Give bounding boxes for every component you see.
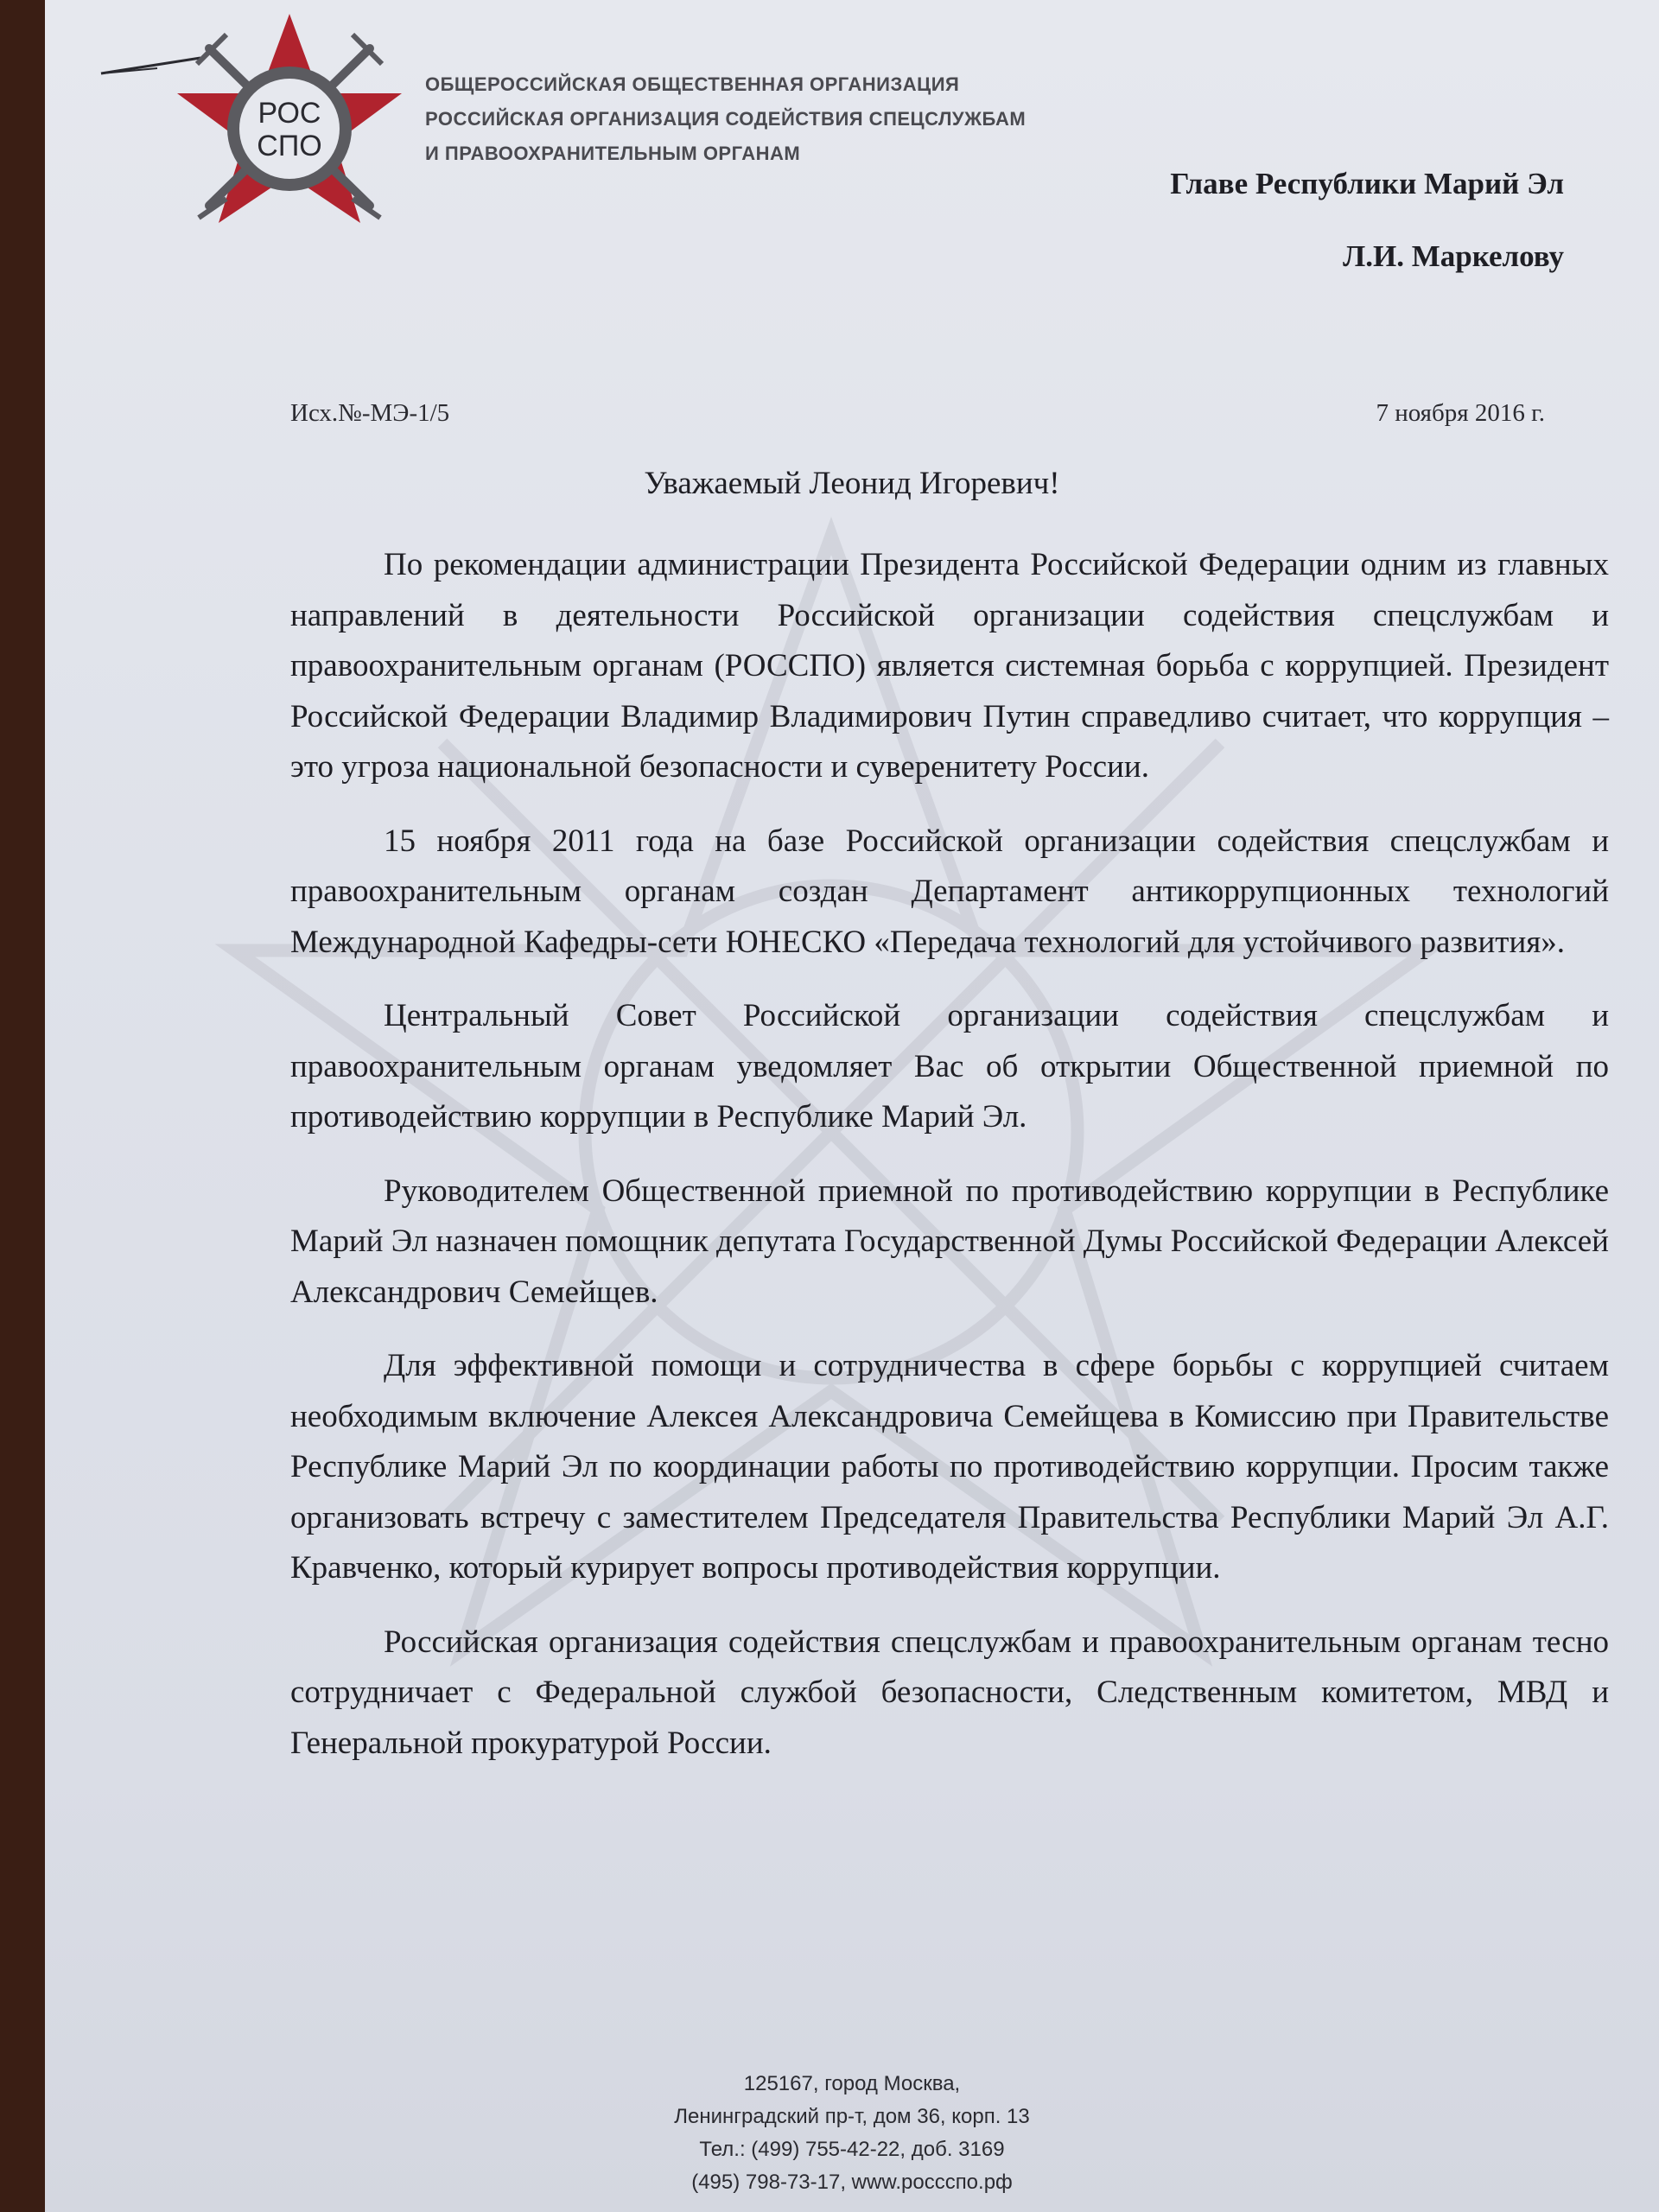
org-line-2: РОССИЙСКАЯ ОРГАНИЗАЦИЯ СОДЕЙСТВИЯ СПЕЦСЛУЖБАМ [425, 108, 1027, 130]
footer-line-3: Тел.: (499) 755-42-22, доб. 3169 [699, 2138, 1005, 2161]
footer-line-4: (495) 798-73-17, www.россспо.рф [691, 2171, 1013, 2194]
footer-contacts [45, 2068, 1659, 2199]
footer-line-2: Ленинградский пр-т, дом 36, корп. 13 [674, 2105, 1030, 2128]
organization-header [425, 67, 1026, 171]
paragraph-6: Российская организация содействия спецслужбам и правоохранительным органам тесно сотрудничает с Федеральной службой безопасности, Следственным комитетом, МВД и Генеральной прокуратурой России. [290, 1624, 1609, 1761]
addressee-name: Л.И. Маркелову [1343, 239, 1564, 273]
reference-number: Исх.№-МЭ-1/5 [290, 399, 450, 427]
paragraph-3: Центральный Совет Российской организации содействия спецслужбам и правоохранительным органам уведомляет Вас об открытии Общественной приемной по противодействию коррупции в Республике Марий Эл. [290, 998, 1609, 1135]
footer-line-1: 125167, город Москва, [743, 2072, 961, 2095]
org-line-1: ОБЩЕРОССИЙСКАЯ ОБЩЕСТВЕННАЯ ОРГАНИЗАЦИЯ [425, 73, 960, 95]
salutation: Уважаемый Леонид Игоревич! [644, 466, 1060, 501]
letter-date: 7 ноября 2016 г. [1376, 399, 1545, 427]
letter-body [290, 540, 1609, 1792]
logo-text-top: РОС [257, 97, 321, 130]
paragraph-2: 15 ноября 2011 года на базе Российской организации содействия спецслужбам и правоохранительным органам создан Департамент антикоррупционных технологий Международной Кафедры-сети ЮНЕСКО «Передача технологий для устойчивого развития». [290, 823, 1609, 960]
paragraph-5: Для эффективной помощи и сотрудничества в сфере борьбы с коррупцией считаем необходимым включение Алексея Александровича Семейщева в Комиссию при Правительстве Республике Марий Эл по координации работы по противодействию коррупции. Просим также организовать встречу с заместителем Председателя Правительства Республики Марий Эл А.Г. Кравченко, который курирует вопросы противодействия коррупции. [290, 1348, 1609, 1586]
rosspo-logo-icon [147, 7, 432, 257]
logo-text-bottom: СПО [257, 130, 322, 162]
paragraph-4: Руководителем Общественной приемной по противодействию коррупции в Республике Марий Эл назначен помощник депутата Государственной Думы Российской Федерации Алексей Александрович Семейщев. [290, 1173, 1609, 1310]
org-line-3: И ПРАВООХРАНИТЕЛЬНЫМ ОРГАНАМ [425, 143, 801, 164]
letter-sheet [45, 0, 1659, 2212]
addressee-block [1170, 167, 1564, 312]
addressee-title: Главе Республики Марий Эл [1170, 167, 1564, 200]
paragraph-1: По рекомендации администрации Президента Российской Федерации одним из главных направлений в деятельности Российской организации содействия спецслужбам и правоохранительным органам (РОССПО) является системная борьба с коррупцией. Президент Российской Федерации Владимир Владимирович Путин справедливо считает, что коррупция – это угроза национальной безопасности и суверенитету России. [290, 547, 1609, 785]
